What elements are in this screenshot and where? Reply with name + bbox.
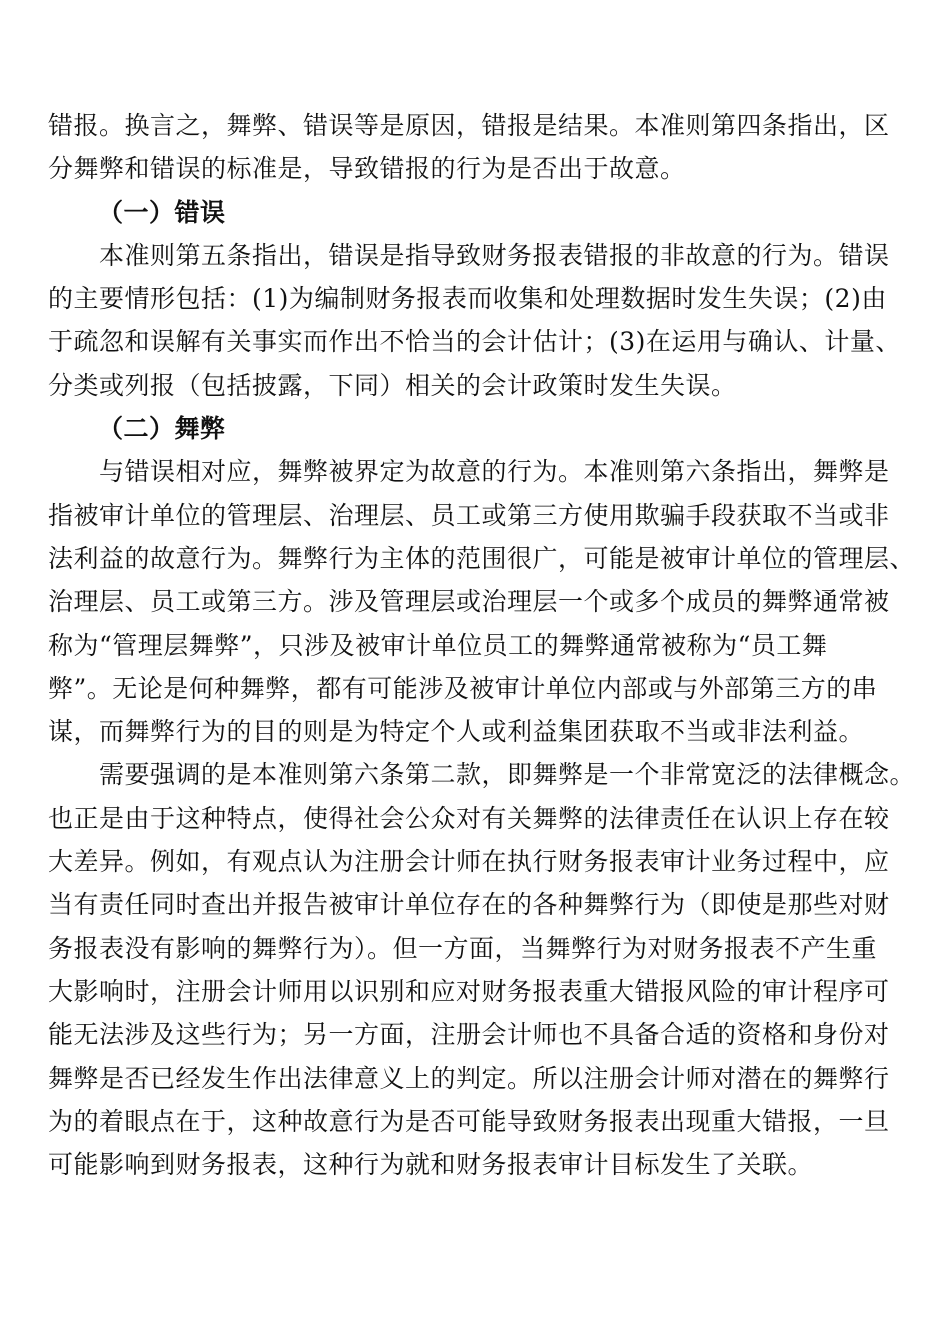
text-line: 治理层、员工或第三方。涉及管理层或治理层一个或多个成员的舞弊通常被 xyxy=(48,587,890,617)
text-line: 舞弊是否已经发生作出法律意义上的判定。所以注册会计师对潜在的舞弊行 xyxy=(48,1063,890,1093)
text-line: 大差异。例如，有观点认为注册会计师在执行财务报表审计业务过程中，应 xyxy=(48,847,890,877)
section-heading-errors: （一）错误 xyxy=(98,197,226,227)
text-line: 为的着眼点在于，这种故意行为是否可能导致财务报表出现重大错报，一旦 xyxy=(48,1106,890,1136)
text-line: 指被审计单位的管理层、治理层、员工或第三方使用欺骗手段获取不当或非 xyxy=(48,500,890,530)
text-line: 的主要情形包括：(1)为编制财务报表而收集和处理数据时发生失误；(2)由 xyxy=(48,284,887,314)
text-line: 与错误相对应，舞弊被界定为故意的行为。本准则第六条指出，舞弊是 xyxy=(48,457,890,487)
text-line: 当有责任同时查出并报告被审计单位存在的各种舞弊行为（即使是那些对财 xyxy=(48,890,890,920)
paragraph-errors xyxy=(48,234,908,407)
paragraph-fraud-definition xyxy=(48,450,916,753)
text-line: 本准则第五条指出，错误是指导致财务报表错报的非故意的行为。错误 xyxy=(48,240,890,270)
text-line: 能无法涉及这些行为；另一方面，注册会计师也不具备合适的资格和身份对 xyxy=(48,1020,890,1050)
text-line: 也正是由于这种特点，使得社会公众对有关舞弊的法律责任在认识上存在较 xyxy=(48,803,890,833)
text-line: 弊”。无论是何种舞弊，都有可能涉及被审计单位内部或与外部第三方的串 xyxy=(48,673,878,703)
text-line: 称为“管理层舞弊”，只涉及被审计单位员工的舞弊通常被称为“员工舞 xyxy=(48,630,828,660)
document-body xyxy=(48,104,916,1186)
text-line: 需要强调的是本准则第六条第二款，即舞弊是一个非常宽泛的法律概念。 xyxy=(48,760,916,790)
text-line: 务报表没有影响的舞弊行为）。但一方面，当舞弊行为对财务报表不产生重 xyxy=(48,933,878,963)
text-line: 于疏忽和误解有关事实而作出不恰当的会计估计；(3)在运用与确认、计量、 xyxy=(48,327,901,357)
text-line: 法利益的故意行为。舞弊行为主体的范围很广，可能是被审计单位的管理层、 xyxy=(48,543,916,573)
paragraph-intro xyxy=(48,104,908,191)
text-line: 可能影响到财务报表，这种行为就和财务报表审计目标发生了关联。 xyxy=(48,1150,814,1180)
text-line: 错报。换言之，舞弊、错误等是原因，错报是结果。本准则第四条指出，区 xyxy=(48,111,890,140)
text-line: 分舞弊和错误的标准是，导致错报的行为是否出于故意。 xyxy=(48,154,686,184)
text-line: 大影响时，注册会计师用以识别和应对财务报表重大错报风险的审计程序可 xyxy=(48,976,890,1006)
text-line: 分类或列报（包括披露，下同）相关的会计政策时发生失误。 xyxy=(48,370,737,400)
section-heading-fraud: （二）舞弊 xyxy=(98,414,226,444)
text-line: 谋，而舞弊行为的目的则是为特定个人或利益集团获取不当或非法利益。 xyxy=(48,717,865,747)
paragraph-fraud-emphasis xyxy=(48,753,916,1186)
